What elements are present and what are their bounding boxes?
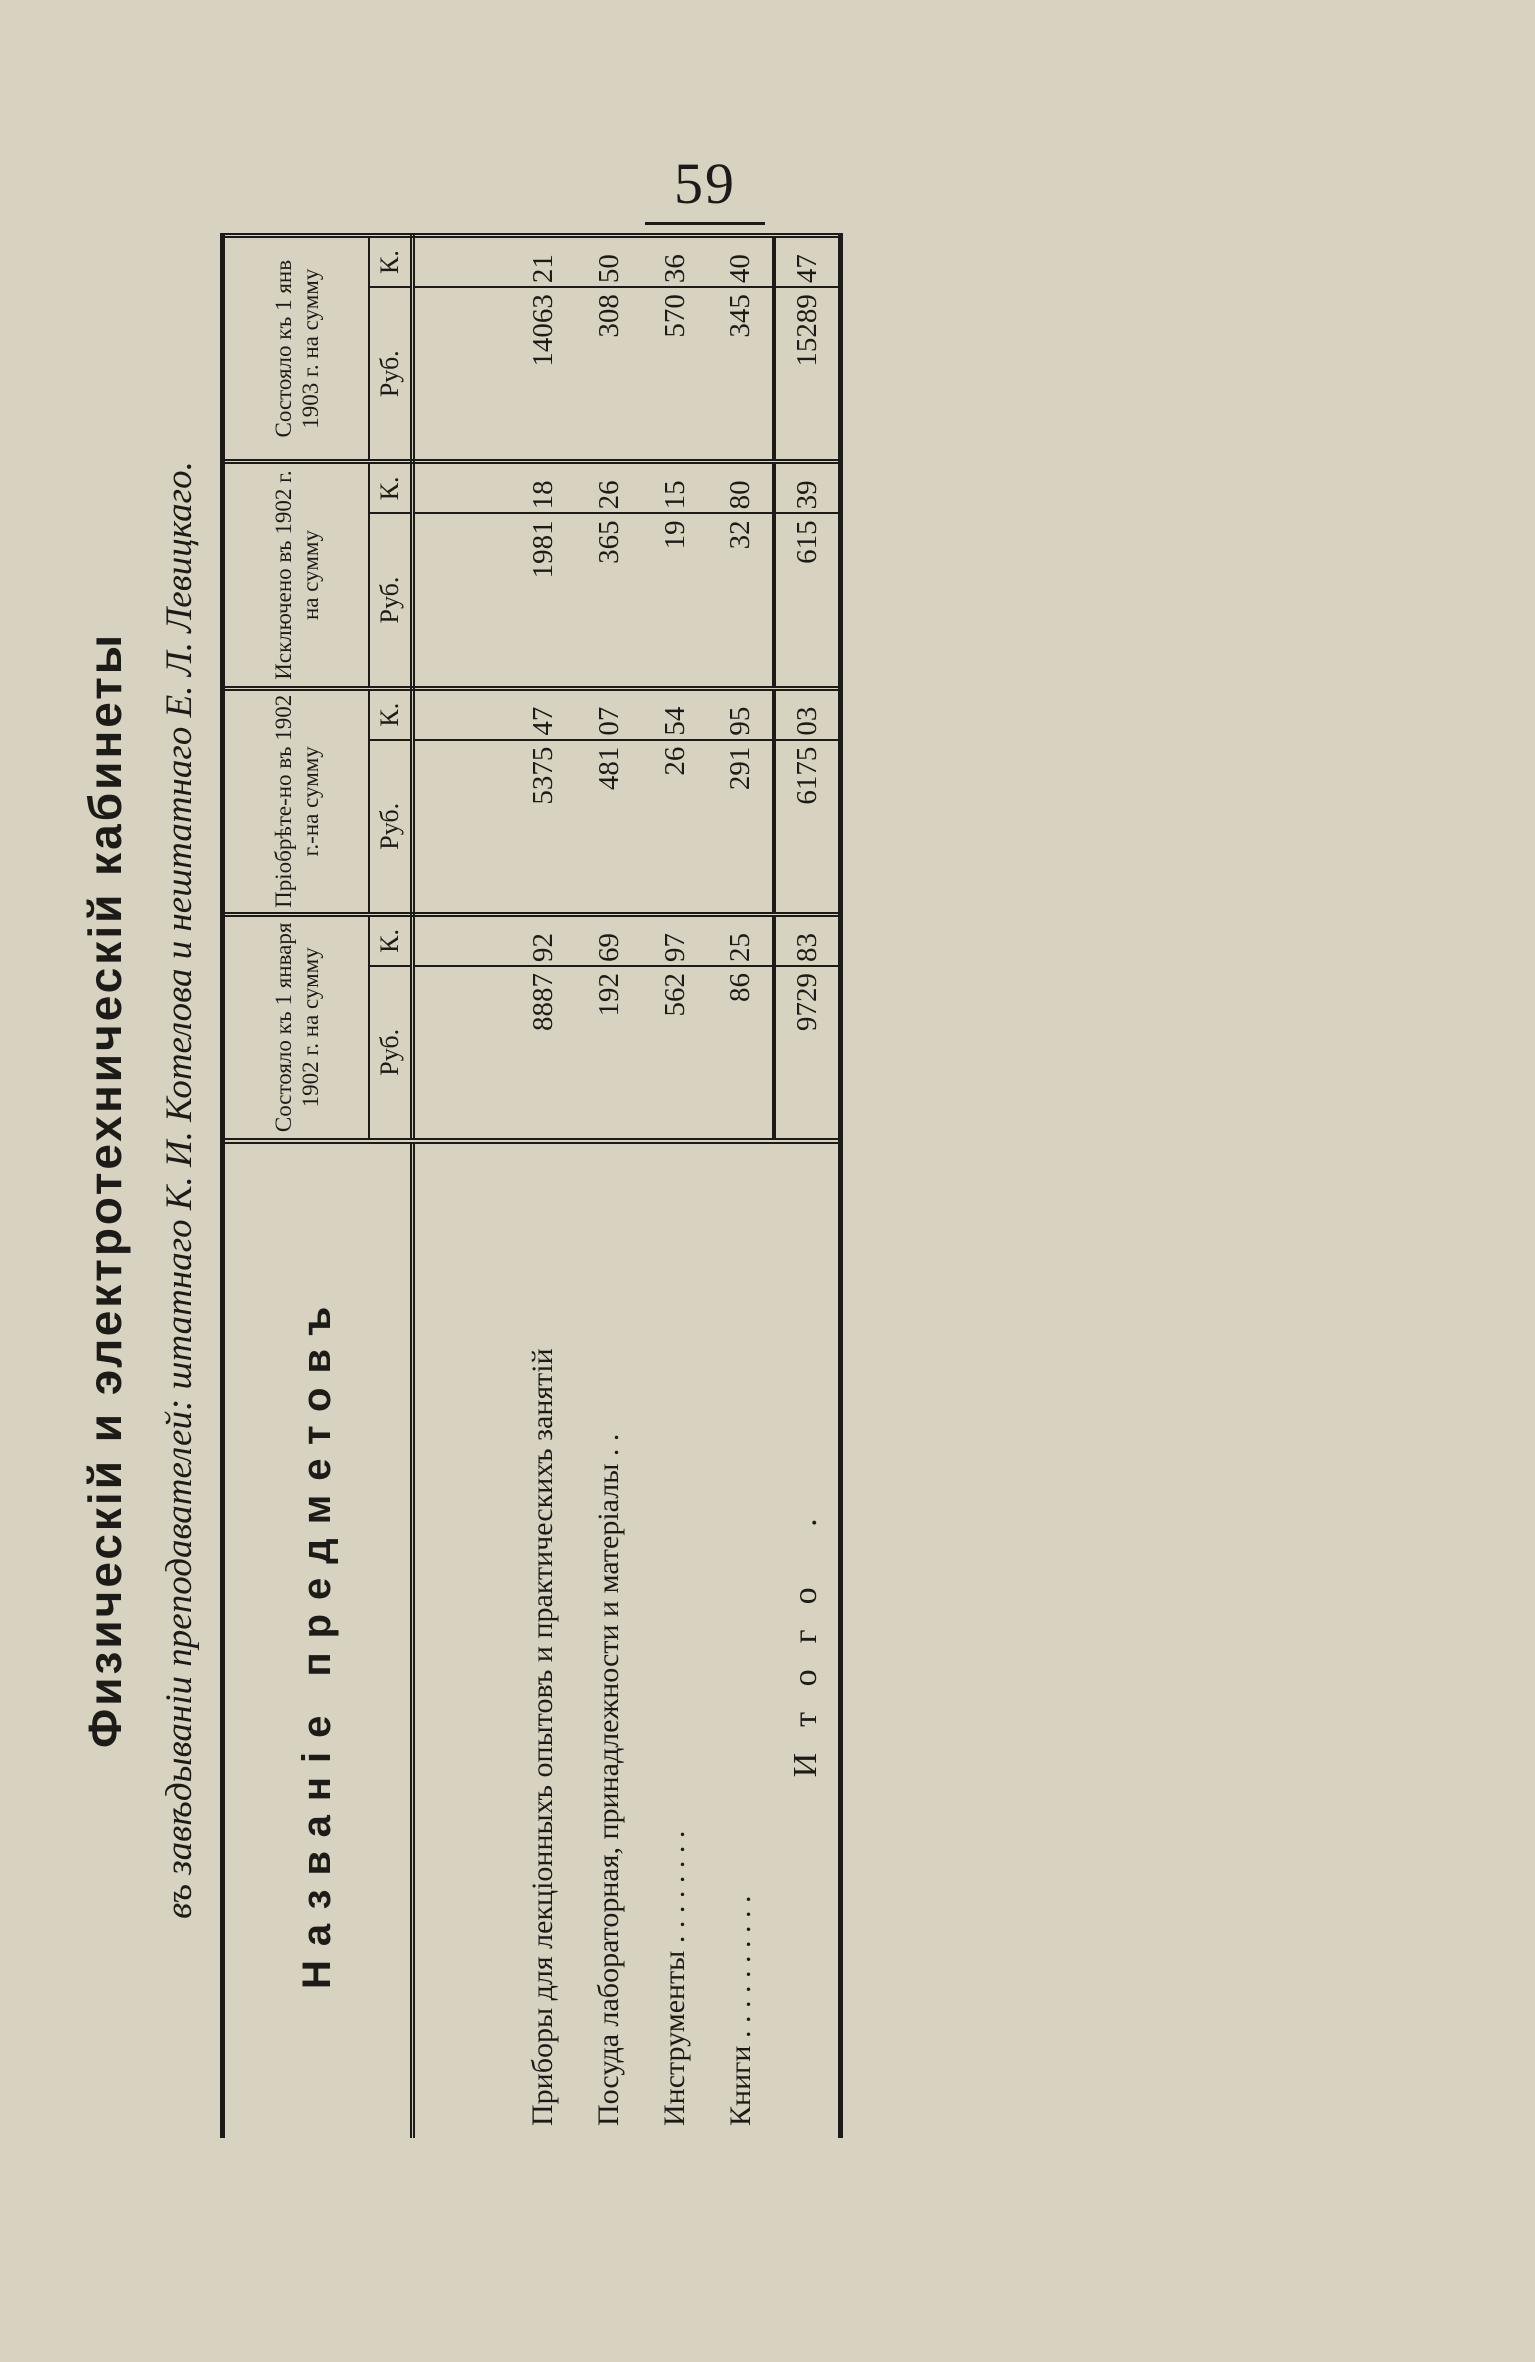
rub-header: Руб.	[369, 740, 413, 915]
value-rub: 308	[576, 287, 642, 462]
rub-header: Руб.	[369, 513, 413, 688]
value-rub: 19	[642, 513, 708, 688]
page-number-rule	[645, 222, 765, 225]
total-kop: 39	[774, 462, 838, 514]
total-label: Итого .	[774, 1141, 838, 2138]
table-row	[510, 236, 576, 2139]
total-rub: 15289	[774, 287, 838, 462]
column-header-start-1903: Состояло къ 1 янв 1903 г. на сумму	[225, 236, 369, 462]
value-rub: 8887	[510, 966, 576, 1141]
page-title: Физическій и электротехническій кабинеты	[79, 631, 131, 1749]
value-kop: 80	[708, 462, 774, 514]
value-rub: 570	[642, 287, 708, 462]
value-rub: 345	[708, 287, 774, 462]
inventory-table	[220, 233, 843, 2138]
value-kop: 95	[708, 688, 774, 740]
value-kop: 54	[642, 688, 708, 740]
page-number: 59	[674, 151, 736, 216]
value-kop: 47	[510, 688, 576, 740]
value-kop: 07	[576, 688, 642, 740]
kop-header: К.	[369, 462, 413, 514]
value-rub: 14063	[510, 287, 576, 462]
value-rub: 481	[576, 740, 642, 915]
value-kop: 69	[576, 914, 642, 966]
value-rub: 562	[642, 966, 708, 1141]
table-row	[708, 236, 774, 2139]
value-kop: 21	[510, 236, 576, 288]
column-header-acquired-1902: Пріобрѣте-но въ 1902 г.-на сумму	[225, 688, 369, 914]
rub-header: Руб.	[369, 966, 413, 1141]
header-row	[225, 236, 369, 2139]
name-column-header: Названіе предметовъ	[225, 1141, 413, 2138]
kop-header: К.	[369, 688, 413, 740]
value-kop: 40	[708, 236, 774, 288]
value-rub: 86	[708, 966, 774, 1141]
total-kop: 47	[774, 236, 838, 288]
value-rub: 26	[642, 740, 708, 915]
column-header-excluded-1902: Исключено въ 1902 г. на сумму	[225, 462, 369, 688]
table-row	[576, 236, 642, 2139]
value-kop: 50	[576, 236, 642, 288]
value-rub: 365	[576, 513, 642, 688]
rotated-table-sheet	[70, 230, 1320, 2150]
item-name: Инструменты . . . . . . . .	[642, 1141, 708, 2138]
rub-header: Руб.	[369, 287, 413, 462]
value-rub: 5375	[510, 740, 576, 915]
value-kop: 92	[510, 914, 576, 966]
value-rub: 192	[576, 966, 642, 1141]
value-kop: 25	[708, 914, 774, 966]
value-kop: 15	[642, 462, 708, 514]
item-name: Книги . . . . . . . . . .	[708, 1141, 774, 2138]
kop-header: К.	[369, 914, 413, 966]
value-kop: 26	[576, 462, 642, 514]
value-rub: 1981	[510, 513, 576, 688]
heading-block	[70, 230, 230, 2150]
value-kop: 18	[510, 462, 576, 514]
total-kop: 03	[774, 688, 838, 740]
spacer-row	[413, 236, 511, 2139]
page-subtitle: въ завѣдываніи преподавателей: штатнаго К. И. Котелова и нештатнаго Е. Л. Левицкаго.	[159, 461, 200, 1919]
value-kop: 97	[642, 914, 708, 966]
item-name: Приборы для лекціонныхъ опытовъ и практическихъ занятій	[510, 1141, 576, 2138]
total-rub: 9729	[774, 966, 838, 1141]
value-kop: 36	[642, 236, 708, 288]
value-rub: 32	[708, 513, 774, 688]
kop-header: К.	[369, 236, 413, 288]
total-rub: 615	[774, 513, 838, 688]
item-name: Посуда лабораторная, принадлежности и матеріалы . .	[576, 1141, 642, 2138]
total-rub: 6175	[774, 740, 838, 915]
value-rub: 291	[708, 740, 774, 915]
total-row	[774, 236, 838, 2139]
column-header-start-1902: Состояло къ 1 января 1902 г. на сумму	[225, 914, 369, 1140]
table-row	[642, 236, 708, 2139]
total-kop: 83	[774, 914, 838, 966]
